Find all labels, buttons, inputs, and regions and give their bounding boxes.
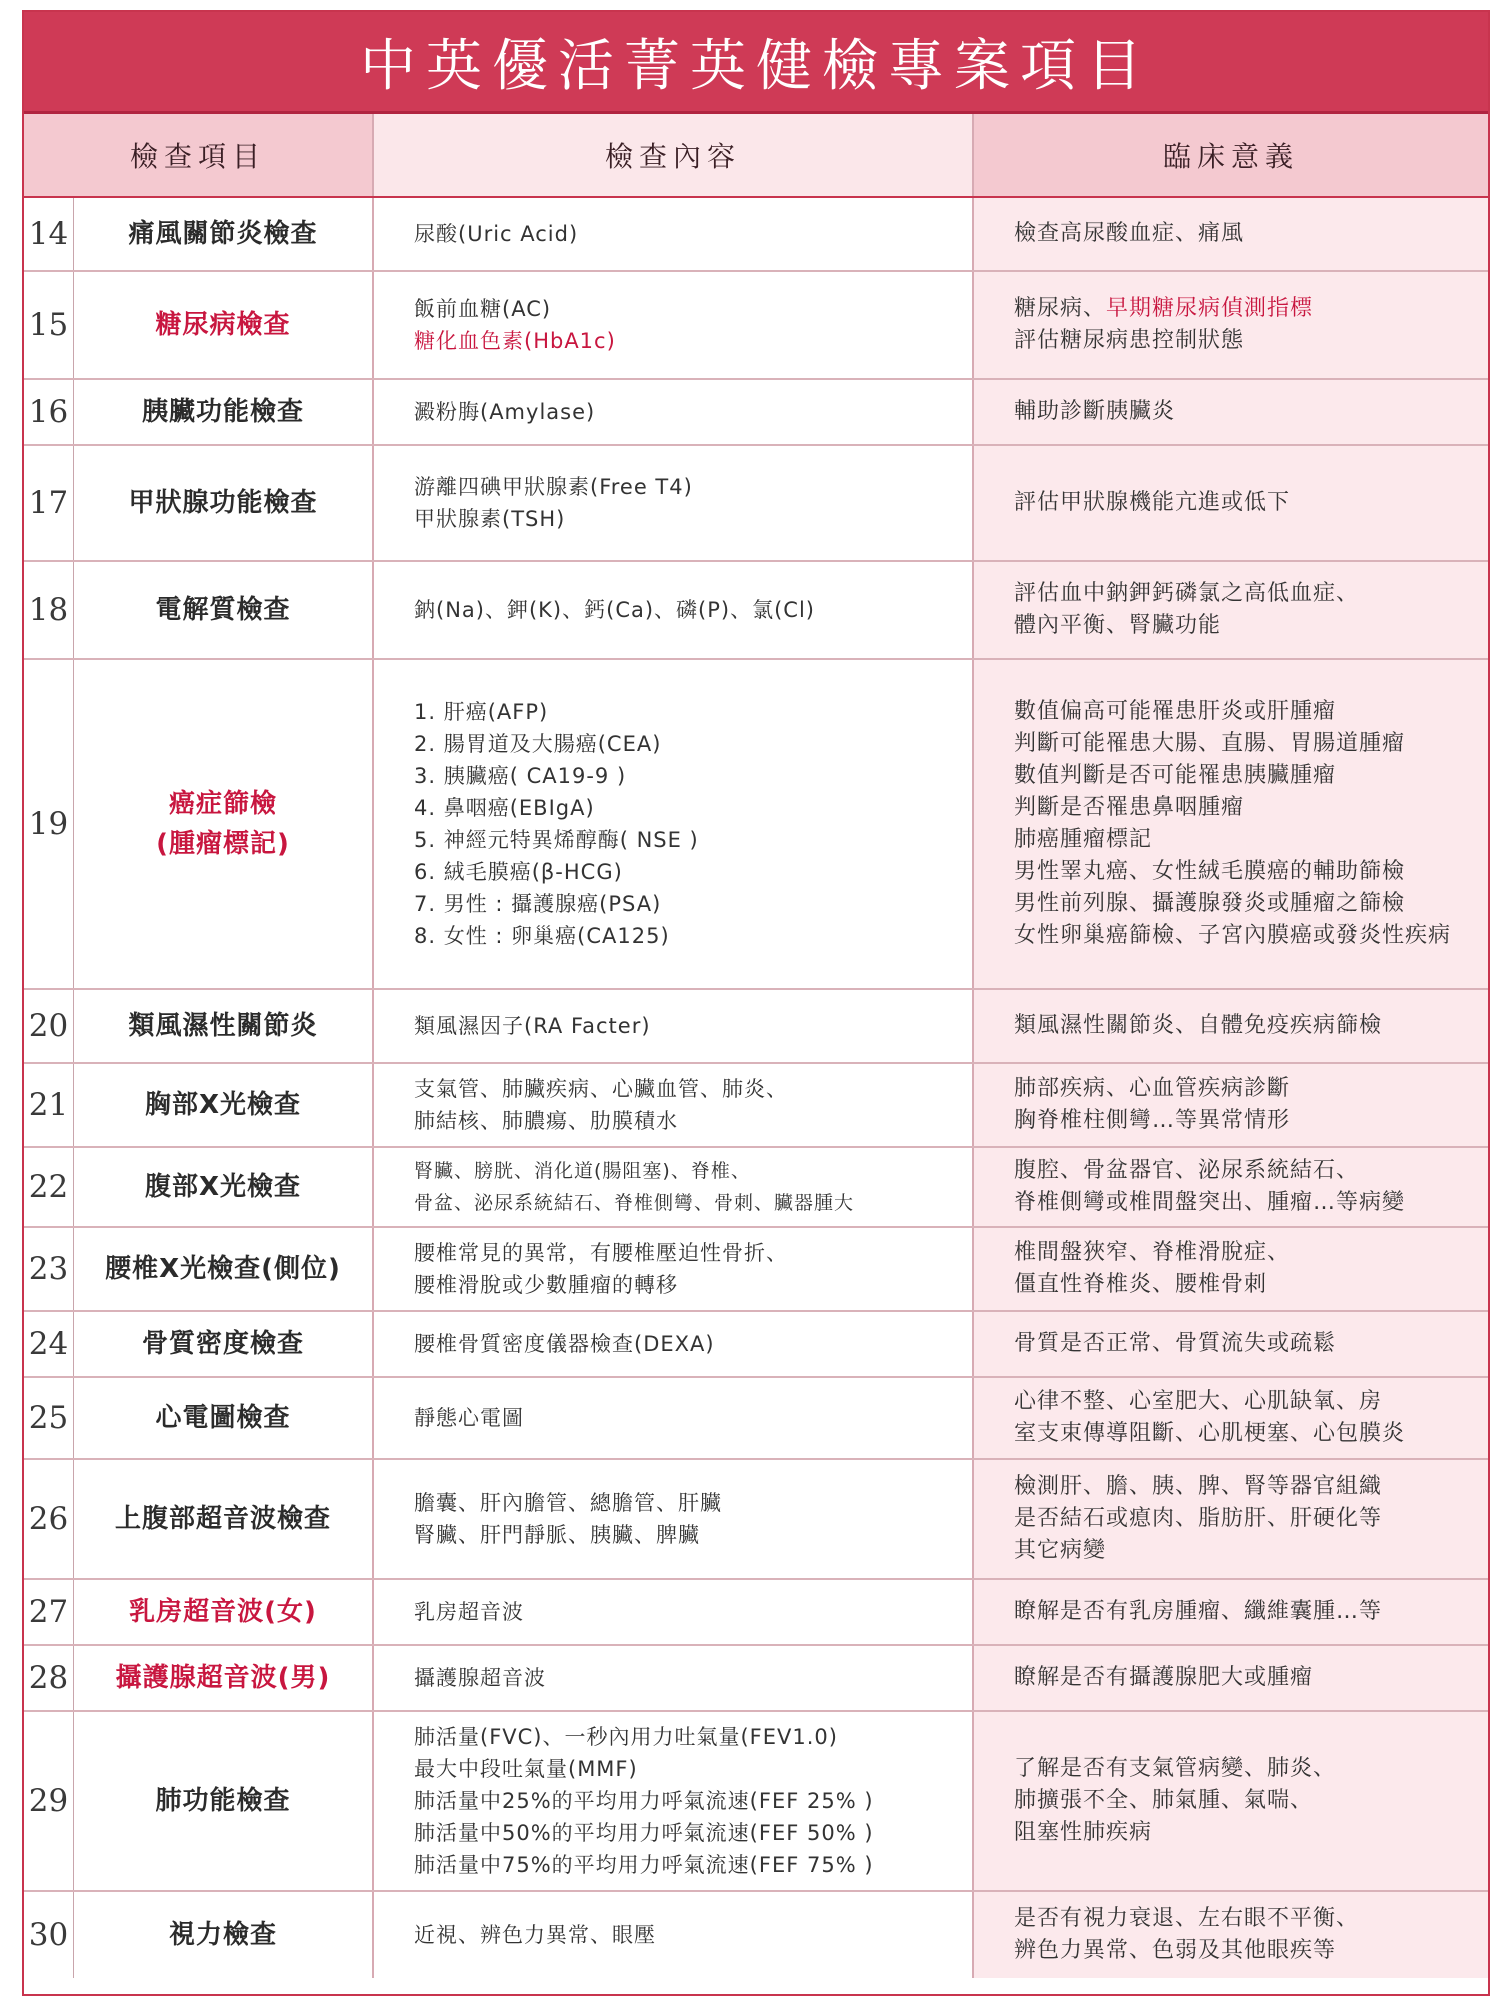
- exam-item-name-line: 電解質檢查: [155, 595, 291, 625]
- exam-item-name-line: 視力檢查: [168, 1920, 277, 1950]
- exam-content-line: 靜態心電圖: [414, 1406, 524, 1430]
- row-number: 25: [24, 1378, 74, 1458]
- row-number: 22: [24, 1148, 74, 1226]
- exam-content: [374, 446, 974, 560]
- table-row: [24, 1712, 1488, 1892]
- clinical-meaning-line: [1014, 218, 1488, 250]
- table-row: [24, 562, 1488, 660]
- clinical-meaning-line: [1014, 1155, 1488, 1187]
- clinical-meaning-text: 體內平衡、腎臟功能: [1014, 613, 1222, 638]
- row-number: 29: [24, 1712, 74, 1890]
- clinical-meaning-line: [1014, 1662, 1488, 1694]
- clinical-meaning-text: 室支束傳導阻斷、心肌梗塞、心包膜炎: [1014, 1421, 1406, 1446]
- clinical-meaning-line: [1014, 1503, 1488, 1535]
- clinical-meaning-text: 肺部疾病、心血管疾病診斷: [1014, 1076, 1291, 1101]
- row-number: 15: [24, 272, 74, 378]
- clinical-meaning-line: [1014, 728, 1488, 760]
- clinical-meaning-text: 瞭解是否有攝護腺肥大或腫瘤: [1014, 1665, 1314, 1690]
- clinical-meaning-line: [1014, 578, 1488, 610]
- clinical-meaning-line: [1014, 1187, 1488, 1219]
- exam-content: [374, 1580, 974, 1644]
- exam-item-name: [74, 198, 374, 270]
- exam-item-name-line: 糖尿病檢查: [155, 310, 291, 340]
- clinical-meaning: [974, 1646, 1488, 1710]
- clinical-meaning-line: [1014, 1010, 1488, 1042]
- exam-content-line: 肺結核、肺膿瘍、肋膜積水: [414, 1109, 678, 1133]
- exam-content: [374, 1148, 974, 1226]
- clinical-meaning-line: [1014, 1328, 1488, 1360]
- clinical-meaning-text: 評估血中鈉鉀鈣磷氯之高低血症、: [1014, 581, 1360, 606]
- exam-item-name-line: (腫瘤標記): [156, 829, 290, 859]
- clinical-meaning-text: 骨質是否正常、骨質流失或疏鬆: [1014, 1331, 1337, 1356]
- clinical-meaning: [974, 446, 1488, 560]
- exam-item-name: [74, 1064, 374, 1146]
- exam-content-line: 糖化血色素(HbA1c): [414, 329, 616, 353]
- exam-item-name-line: 心電圖檢查: [155, 1403, 291, 1433]
- table-row: [24, 1646, 1488, 1712]
- exam-content-line: 5. 神經元特異烯醇酶( NSE ): [414, 828, 699, 852]
- row-number: 30: [24, 1892, 74, 1978]
- clinical-meaning-text: 心律不整、心室肥大、心肌缺氧、房: [1014, 1389, 1383, 1414]
- clinical-meaning-line: [1014, 1386, 1488, 1418]
- exam-item-name: [74, 1228, 374, 1310]
- header-meaning: 臨床意義: [974, 114, 1488, 196]
- exam-content-line: 類風濕因子(RA Facter): [414, 1014, 651, 1038]
- clinical-meaning-text: 判斷是否罹患鼻咽腫瘤: [1014, 795, 1245, 820]
- clinical-meaning-line: [1014, 1269, 1488, 1301]
- exam-item-name: [74, 1892, 374, 1978]
- exam-content-line: 4. 鼻咽癌(EBIgA): [414, 796, 595, 820]
- clinical-meaning-text: 是否有視力衰退、左右眼不平衡、: [1014, 1906, 1360, 1931]
- clinical-meaning-text: 椎間盤狹窄、脊椎滑脫症、: [1014, 1240, 1291, 1265]
- exam-item-name-line: 肺功能檢查: [155, 1786, 291, 1816]
- exam-item-name: [74, 380, 374, 444]
- exam-content-line: 骨盆、泌尿系統結石、脊椎側彎、骨刺、臟器腫大: [414, 1192, 855, 1214]
- table-row: [24, 1148, 1488, 1228]
- clinical-meaning-highlight: 早期糖尿病偵測指標: [1106, 296, 1314, 321]
- exam-item-name-line: 類風濕性關節炎: [128, 1011, 318, 1041]
- clinical-meaning: [974, 1580, 1488, 1644]
- exam-content: [374, 1228, 974, 1310]
- exam-content-line: 6. 絨毛膜癌(β-HCG): [414, 860, 623, 884]
- table-row: [24, 272, 1488, 380]
- exam-content-line: 2. 腸胃道及大腸癌(CEA): [414, 732, 662, 756]
- exam-content-line: 腰椎常見的異常，有腰椎壓迫性骨折、: [414, 1241, 788, 1265]
- clinical-meaning-line: [1014, 325, 1488, 357]
- clinical-meaning-text: 腹腔、骨盆器官、泌尿系統結石、: [1014, 1158, 1360, 1183]
- clinical-meaning-line: [1014, 487, 1488, 519]
- row-number: 20: [24, 990, 74, 1062]
- exam-item-name: [74, 1312, 374, 1376]
- exam-item-name: [74, 660, 374, 988]
- row-number: 16: [24, 380, 74, 444]
- exam-item-name-line: 痛風關節炎檢查: [128, 219, 318, 249]
- exam-item-name-line: 甲狀腺功能檢查: [128, 488, 318, 518]
- table-row: [24, 198, 1488, 272]
- table-row: [24, 1460, 1488, 1580]
- exam-item-name: [74, 446, 374, 560]
- clinical-meaning-line: [1014, 293, 1488, 325]
- exam-content-line: 甲狀腺素(TSH): [414, 507, 566, 531]
- table-row: [24, 660, 1488, 990]
- clinical-meaning-line: [1014, 610, 1488, 642]
- exam-item-name-line: 胰臟功能檢查: [141, 397, 304, 427]
- clinical-meaning: [974, 198, 1488, 270]
- clinical-meaning-line: [1014, 824, 1488, 856]
- clinical-meaning-line: [1014, 792, 1488, 824]
- clinical-meaning: [974, 1460, 1488, 1578]
- page-title: 中英優活菁英健檢專案項目: [24, 12, 1488, 114]
- row-number: 21: [24, 1064, 74, 1146]
- clinical-meaning-line: [1014, 696, 1488, 728]
- exam-content: [374, 1646, 974, 1710]
- exam-content-line: 3. 胰臟癌( CA19-9 ): [414, 764, 627, 788]
- exam-content-line: 游離四碘甲狀腺素(Free T4): [414, 475, 693, 499]
- exam-content-line: 肺活量中50%的平均用力呼氣流速(FEF 50% ): [414, 1821, 874, 1845]
- clinical-meaning: [974, 1892, 1488, 1978]
- row-number: 28: [24, 1646, 74, 1710]
- clinical-meaning-text: 僵直性脊椎炎、腰椎骨刺: [1014, 1272, 1268, 1297]
- exam-item-name: [74, 1148, 374, 1226]
- table-row: [24, 1228, 1488, 1312]
- exam-item-name-line: 腰椎X光檢查(側位): [105, 1254, 341, 1284]
- clinical-meaning-text: 數值偏高可能罹患肝炎或肝腫瘤: [1014, 699, 1337, 724]
- row-number: 14: [24, 198, 74, 270]
- exam-content-line: 腰椎骨質密度儀器檢查(DEXA): [414, 1332, 715, 1356]
- exam-content: [374, 1064, 974, 1146]
- table-row: [24, 990, 1488, 1064]
- exam-content-line: 尿酸(Uric Acid): [414, 222, 579, 246]
- exam-item-name: [74, 272, 374, 378]
- clinical-meaning-text: 是否結石或瘜肉、脂肪肝、肝硬化等: [1014, 1506, 1383, 1531]
- clinical-meaning: [974, 1228, 1488, 1310]
- clinical-meaning-line: [1014, 396, 1488, 428]
- row-number: 26: [24, 1460, 74, 1578]
- clinical-meaning-text: 判斷可能罹患大腸、直腸、胃腸道腫瘤: [1014, 731, 1406, 756]
- clinical-meaning-text: 胸脊椎柱側彎…等異常情形: [1014, 1108, 1291, 1133]
- clinical-meaning-text: 數值判斷是否可能罹患胰臟腫瘤: [1014, 763, 1337, 788]
- exam-item-name-line: 骨質密度檢查: [141, 1329, 304, 1359]
- exam-content-line: 膽囊、肝內膽管、總膽管、肝臟: [414, 1491, 722, 1515]
- exam-content: [374, 562, 974, 658]
- exam-content: [374, 272, 974, 378]
- row-number: 24: [24, 1312, 74, 1376]
- exam-item-name: [74, 1460, 374, 1578]
- clinical-meaning-line: [1014, 760, 1488, 792]
- clinical-meaning: [974, 1064, 1488, 1146]
- clinical-meaning-line: [1014, 1073, 1488, 1105]
- table-row: [24, 380, 1488, 446]
- exam-content-line: 最大中段吐氣量(MMF): [414, 1757, 638, 1781]
- exam-content: [374, 1892, 974, 1978]
- exam-item-name-line: 乳房超音波(女): [129, 1597, 317, 1627]
- exam-content-line: 肺活量中75%的平均用力呼氣流速(FEF 75% ): [414, 1853, 874, 1877]
- exam-content: [374, 1712, 974, 1890]
- clinical-meaning-text: 脊椎側彎或椎間盤突出、腫瘤…等病變: [1014, 1190, 1406, 1215]
- clinical-meaning-text: 阻塞性肺疾病: [1014, 1820, 1153, 1845]
- clinical-meaning: [974, 272, 1488, 378]
- header-item: 檢查項目: [24, 114, 374, 196]
- table-header: [24, 114, 1488, 198]
- clinical-meaning: [974, 562, 1488, 658]
- exam-content-line: 鈉(Na)、鉀(K)、鈣(Ca)、磷(P)、氯(Cl): [414, 598, 815, 622]
- exam-item-name-line: 癌症篩檢: [168, 789, 277, 819]
- clinical-meaning-text: 瞭解是否有乳房腫瘤、纖維囊腫…等: [1014, 1599, 1383, 1624]
- clinical-meaning-text: 肺擴張不全、肺氣腫、氣喘、: [1014, 1788, 1314, 1813]
- exam-content-line: 近視、辨色力異常、眼壓: [414, 1923, 656, 1947]
- clinical-meaning-text: 糖尿病、: [1014, 296, 1107, 321]
- clinical-meaning-text: 女性卵巢癌篩檢、子宮內膜癌或發炎性疾病: [1014, 923, 1452, 948]
- clinical-meaning-line: [1014, 1753, 1488, 1785]
- clinical-meaning-text: 類風濕性關節炎、自體免疫疾病篩檢: [1014, 1013, 1383, 1038]
- table-row: [24, 1580, 1488, 1646]
- row-number: 19: [24, 660, 74, 988]
- clinical-meaning-line: [1014, 1817, 1488, 1849]
- clinical-meaning-line: [1014, 856, 1488, 888]
- exam-item-name-line: 胸部X光檢查: [144, 1090, 302, 1120]
- exam-item-name: [74, 990, 374, 1062]
- clinical-meaning: [974, 1378, 1488, 1458]
- exam-content: [374, 1378, 974, 1458]
- row-number: 18: [24, 562, 74, 658]
- clinical-meaning-text: 評估糖尿病患控制狀態: [1014, 328, 1245, 353]
- clinical-meaning-line: [1014, 1105, 1488, 1137]
- exam-item-name: [74, 1580, 374, 1644]
- clinical-meaning-text: 檢測肝、膽、胰、脾、腎等器官組織: [1014, 1474, 1383, 1499]
- row-number: 17: [24, 446, 74, 560]
- exam-content-line: 腎臟、肝門靜脈、胰臟、脾臟: [414, 1523, 700, 1547]
- clinical-meaning-text: 男性前列腺、攝護腺發炎或腫瘤之篩檢: [1014, 891, 1406, 916]
- clinical-meaning: [974, 990, 1488, 1062]
- exam-content-line: 8. 女性 : 卵巢癌(CA125): [414, 924, 670, 948]
- clinical-meaning-line: [1014, 888, 1488, 920]
- table-row: [24, 1064, 1488, 1148]
- exam-content-line: 腰椎滑脫或少數腫瘤的轉移: [414, 1273, 678, 1297]
- clinical-meaning-line: [1014, 920, 1488, 952]
- clinical-meaning-text: 辨色力異常、色弱及其他眼疾等: [1014, 1938, 1337, 1963]
- exam-content: [374, 1312, 974, 1376]
- table-row: [24, 1892, 1488, 1978]
- table-row: [24, 446, 1488, 562]
- exam-table: [22, 10, 1490, 1996]
- exam-content-line: 澱粉脢(Amylase): [414, 400, 596, 424]
- exam-content: [374, 1460, 974, 1578]
- clinical-meaning-line: [1014, 1471, 1488, 1503]
- exam-item-name-line: 攝護腺超音波(男): [115, 1663, 331, 1693]
- clinical-meaning-text: 肺癌腫瘤標記: [1014, 827, 1153, 852]
- clinical-meaning-text: 檢查高尿酸血症、痛風: [1014, 221, 1245, 246]
- row-number: 23: [24, 1228, 74, 1310]
- row-number: 27: [24, 1580, 74, 1644]
- clinical-meaning-text: 了解是否有支氣管病變、肺炎、: [1014, 1756, 1337, 1781]
- table-row: [24, 1378, 1488, 1460]
- clinical-meaning-text: 男性睪丸癌、女性絨毛膜癌的輔助篩檢: [1014, 859, 1406, 884]
- table-row: [24, 1312, 1488, 1378]
- exam-content-line: 飯前血糖(AC): [414, 297, 552, 321]
- exam-content: [374, 660, 974, 988]
- exam-item-name: [74, 1378, 374, 1458]
- exam-content-line: 1. 肝癌(AFP): [414, 700, 549, 724]
- exam-item-name: [74, 1712, 374, 1890]
- exam-content-line: 攝護腺超音波: [414, 1666, 546, 1690]
- clinical-meaning-text: 評估甲狀腺機能亢進或低下: [1014, 490, 1291, 515]
- exam-content: [374, 198, 974, 270]
- clinical-meaning: [974, 660, 1488, 988]
- exam-content-line: 肺活量中25%的平均用力呼氣流速(FEF 25% ): [414, 1789, 874, 1813]
- clinical-meaning-line: [1014, 1596, 1488, 1628]
- exam-content-line: 腎臟、膀胱、消化道(腸阻塞)、脊椎、: [414, 1160, 751, 1182]
- exam-content-line: 支氣管、肺臟疾病、心臟血管、肺炎、: [414, 1077, 788, 1101]
- exam-item-name-line: 腹部X光檢查: [144, 1172, 302, 1202]
- clinical-meaning-line: [1014, 1903, 1488, 1935]
- clinical-meaning: [974, 1712, 1488, 1890]
- exam-item-name: [74, 562, 374, 658]
- clinical-meaning-line: [1014, 1785, 1488, 1817]
- exam-content: [374, 380, 974, 444]
- clinical-meaning-text: 其它病變: [1014, 1538, 1107, 1563]
- clinical-meaning-line: [1014, 1418, 1488, 1450]
- clinical-meaning-text: 輔助診斷胰臟炎: [1014, 399, 1176, 424]
- exam-content-line: 7. 男性 : 攝護腺癌(PSA): [414, 892, 662, 916]
- clinical-meaning: [974, 380, 1488, 444]
- clinical-meaning-line: [1014, 1935, 1488, 1967]
- clinical-meaning: [974, 1148, 1488, 1226]
- exam-item-name-line: 上腹部超音波檢查: [114, 1504, 331, 1534]
- exam-content: [374, 990, 974, 1062]
- exam-content-line: 乳房超音波: [414, 1600, 524, 1624]
- exam-content-line: 肺活量(FVC)、一秒內用力吐氣量(FEV1.0): [414, 1725, 838, 1749]
- clinical-meaning: [974, 1312, 1488, 1376]
- table-body: [24, 198, 1488, 1978]
- clinical-meaning-line: [1014, 1237, 1488, 1269]
- clinical-meaning-line: [1014, 1535, 1488, 1567]
- exam-item-name: [74, 1646, 374, 1710]
- header-content: 檢查內容: [374, 114, 974, 196]
